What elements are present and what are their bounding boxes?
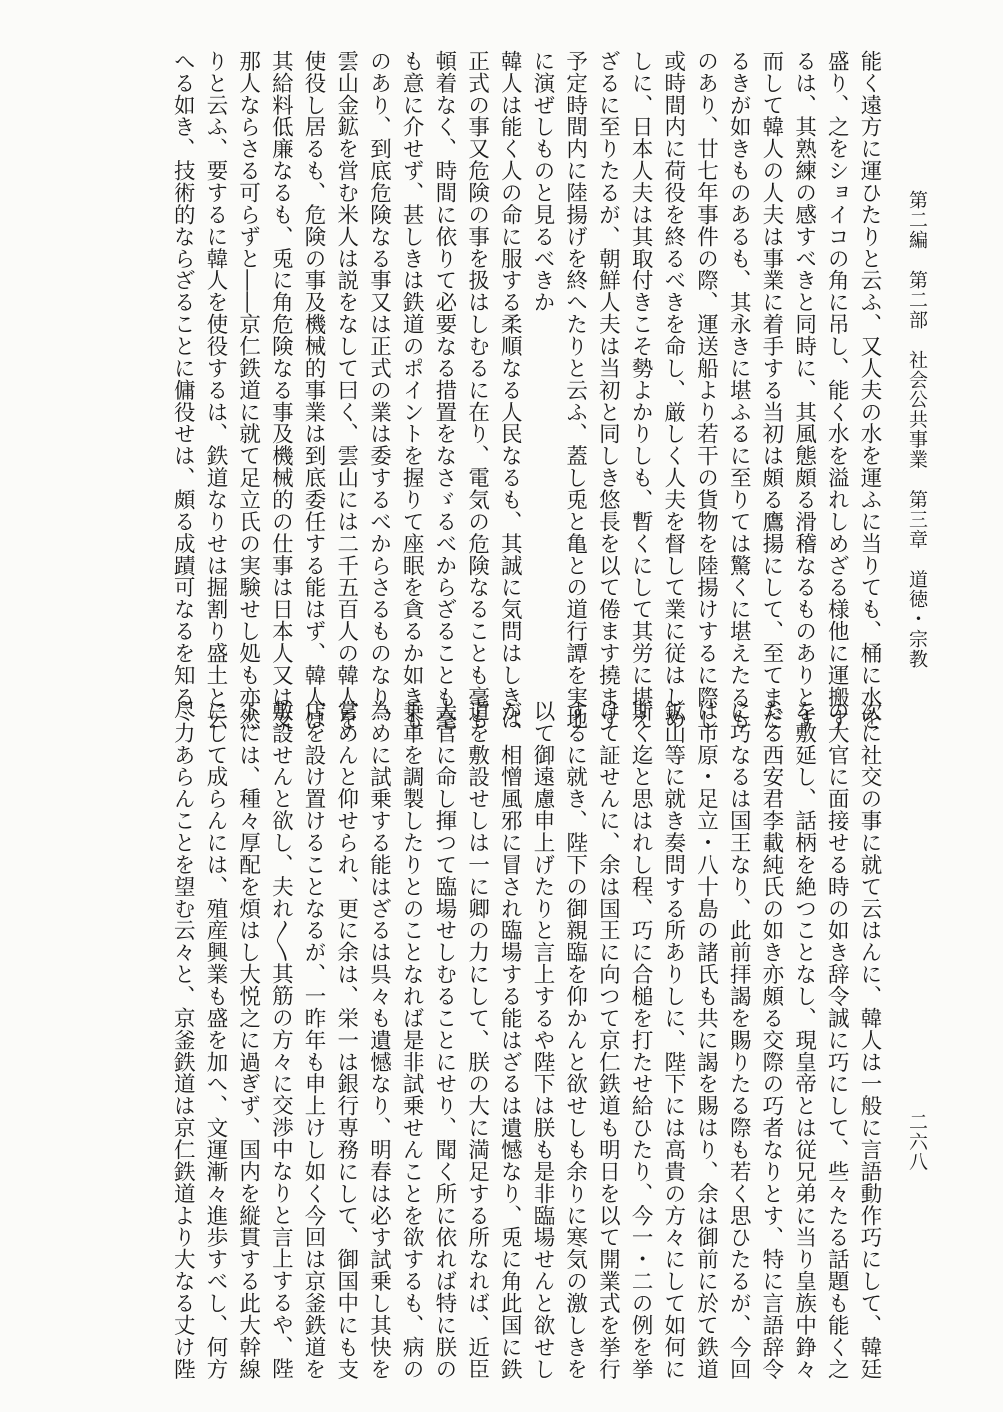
text-column: りと云ふ、要するに韓人を使役するは、鉄道なりせは掘割り盛土と云 xyxy=(202,50,228,730)
text-column: 而して韓人の人夫は事業に着手する当初は頗る鷹揚にして、至てまだ xyxy=(758,50,784,730)
text-column: しに、日本人夫は其取付きこそ勢よかりしも、暫くにして其労に堪え xyxy=(628,50,654,730)
text-column: 正式の事又危険の事を扱はしむるに在り、電気の危険なることも毫も xyxy=(464,50,490,730)
text-column: 或時間内に荷役を終るべきを命し、厳しく人夫を督して業に従はしめ xyxy=(660,50,686,730)
text-column: するに就き、陛下の御親臨を仰かんと欲せしも余りに寒気の激しきを xyxy=(562,700,588,1380)
text-column: 道を敷設せしは一に卿の力にして、朕の大に満足する所なれば、近臣 xyxy=(464,700,490,1380)
text-column: の大官に面接せる時の如き辞令誠に巧にして、些々たる話題も能く之 xyxy=(824,700,850,1380)
text-column: たる西安君李載純氏の如き亦頗る交際の巧者なりとす、特に言語辞令 xyxy=(758,700,784,1380)
text-column: るは、其熟練の感すべきと同時に、其風態頗る滑稽なるものありとす xyxy=(791,50,817,730)
text-column: 能く遠方に運ひたりと云ふ、又人夫の水を運ふに当りても、桶に水を xyxy=(857,50,882,730)
text-column: も意に介せず、甚しきは鉄道のポイントを握りて座眠を貪るか如きも xyxy=(399,50,425,730)
text-column: 尽力あらんことを望む云々と、京釜鉄道は京仁鉄道より大なる丈け陛 xyxy=(170,700,196,1380)
text-column: 予定時間内に陸揚げを終へたりと云ふ、蓋し兎と亀との道行譚を実地 xyxy=(562,50,588,730)
text-column: へる如き、技術的ならざることに傭役せは、頗る成蹟可なるを知る xyxy=(170,50,196,708)
text-column: 店を設け置けることなるが、一昨年も申上けし如く今回は京釜鉄道を xyxy=(301,700,327,1380)
text-column: 韓人は能く人の命に服する柔順なる人民なるも、其誠に気問はしきは xyxy=(497,50,523,730)
text-column: に演ぜしものと見るべきか xyxy=(529,50,555,314)
text-column: のあり、到底危険なる事又は正式の業は委するべからさるものなり、 xyxy=(366,50,392,730)
text-column: に巧なるは国王なり、此前拝謁を賜りたる際も若く思ひたるが、今回 xyxy=(726,700,752,1380)
text-column: 為めに試乗する能はざるは呉々も遺憾なり、明春は必す試乗し其快を xyxy=(366,700,392,1380)
text-column: にして成らんには、殖産興業も盛を加へ、文運漸々進歩すべし、何方 xyxy=(202,700,228,1380)
text-column: 鉱山等に就き奏問する所ありしに、陛下には高貴の方々にして如何に xyxy=(660,700,686,1380)
text-column: けて証せんに、余は国王に向つて京仁鉄道も明日を以て開業式を挙行 xyxy=(595,700,621,1380)
text-column: るきが如きものあるも、其永きに堪ふるに至りては驚くに堪えたるも xyxy=(726,50,752,730)
text-column: 其給料低廉なるも、兎に角危険なる事及機械的の仕事は日本人又は支 xyxy=(268,50,294,730)
text-column: 大官に命し揮つて臨場せしむることにせり、聞く所に依れば特に朕の xyxy=(431,700,457,1380)
text-column: 頓着なく、時間に依りて必要なる措置をなさゞるべからざることも毫 xyxy=(431,50,457,730)
text-column: 以て御遠慮申上げたりと言上するや陛下は朕も是非臨場せんと欲せし xyxy=(529,700,555,1380)
lower-text-block xyxy=(70,700,885,1400)
text-column: 嘗めんと仰せられ、更に余は、栄一は銀行専務にして、御国中にも支 xyxy=(333,700,359,1380)
upper-text-block xyxy=(70,50,885,730)
text-column: 盛り、之をショイコの角に吊し、能く水を溢れしめざる様他に運搬す xyxy=(824,50,850,730)
running-header: 第二編 第二部 社会公共事業 第三章 道徳・宗教 xyxy=(906,190,928,669)
text-column: は市原・足立・八十島の諸氏も共に謁を賜はり、余は御前に於て鉄道 xyxy=(693,700,719,1380)
text-column: 乗車を調製したりとのことなれば是非試乗せんことを欲するも、病の xyxy=(399,700,425,1380)
text-column: 那人ならさる可らずと――京仁鉄道に就て足立氏の実験せし処も亦然 xyxy=(235,50,261,730)
text-column: ざるに至りたるが、朝鮮人夫は当初と同しき悠長を以て倦ます撓ます xyxy=(595,50,621,730)
text-column: 斯く迄と思はれし程、巧に合槌を打たせ給ひたり、今一・二の例を挙 xyxy=(628,700,654,1380)
text-column: が、相憎風邪に冒され臨場する能はざるは遺憾なり、兎に角此国に鉄 xyxy=(497,700,523,1380)
text-column: のあり、廿七年事件の際、運送船より若干の貨物を陸揚けするに際し xyxy=(693,50,719,730)
text-column: 使役し居るも、危険の事及機械的事業は到底委任する能はず、韓人は xyxy=(301,50,327,730)
page-number: 二六八 xyxy=(906,1112,928,1172)
text-column: 下には、種々厚配を煩はし大悦之に過ぎず、国内を縦貫する此大幹線 xyxy=(235,700,261,1380)
text-column: 雲山金鉱を営む米人は説をなして曰く、雲山には二千五百人の韓人を xyxy=(333,50,359,730)
text-column: を敷延し、話柄を絶つことなし、現皇帝とは従兄弟に当り皇族中錚々 xyxy=(791,700,817,1380)
text-column: 敷設せんと欲し、夫れ〳〵其筋の方々に交渉中なりと言上するや、陛 xyxy=(268,700,294,1380)
text-column: 次に社交の事に就て云はんに、韓人は一般に言語動作巧にして、韓廷 xyxy=(857,700,882,1380)
